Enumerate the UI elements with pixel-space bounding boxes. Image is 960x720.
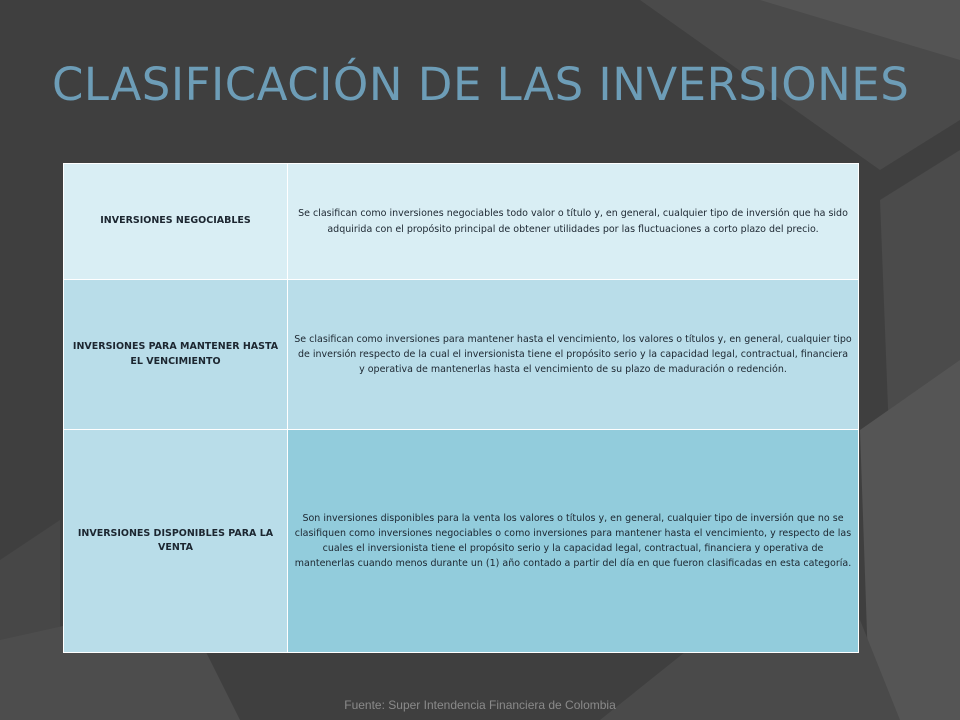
row-label: INVERSIONES PARA MANTENER HASTA EL VENCIMIENTO bbox=[64, 280, 288, 430]
investments-classification-table bbox=[63, 163, 859, 653]
source-caption: Fuente: Super Intendencia Financiera de Colombia bbox=[344, 698, 616, 712]
row-label: INVERSIONES NEGOCIABLES bbox=[64, 164, 288, 280]
table-row bbox=[64, 430, 859, 653]
page-title: CLASIFICACIÓN DE LAS INVERSIONES bbox=[52, 58, 910, 111]
row-description: Son inversiones disponibles para la venta los valores o títulos y, en general, cualquier tipo de inversión que no se clasifiquen como inversiones negociables o como inversiones para mantener hasta el vencimiento, y respecto de las cuales el inversionista tiene el propósito serio y la capacidad legal, contractual, financiera y operativa de mantenerlas cuando menos durante un (1) año contado a partir del día en que fueron clasificadas en esta categoría. bbox=[288, 430, 859, 653]
table-row bbox=[64, 164, 859, 280]
row-description: Se clasifican como inversiones negociables todo valor o título y, en general, cualquier tipo de inversión que ha sido adquirida con el propósito principal de obtener utilidades por las fluctuaciones a corto plazo del precio. bbox=[288, 164, 859, 280]
table-row bbox=[64, 280, 859, 430]
row-description: Se clasifican como inversiones para mantener hasta el vencimiento, los valores o títulos y, en general, cualquier tipo de inversión respecto de la cual el inversionista tiene el propósito serio y la capacidad legal, contractual, financiera y operativa de mantenerlas hasta el vencimiento de su plazo de maduración o redención. bbox=[288, 280, 859, 430]
row-label: INVERSIONES DISPONIBLES PARA LA VENTA bbox=[64, 430, 288, 653]
